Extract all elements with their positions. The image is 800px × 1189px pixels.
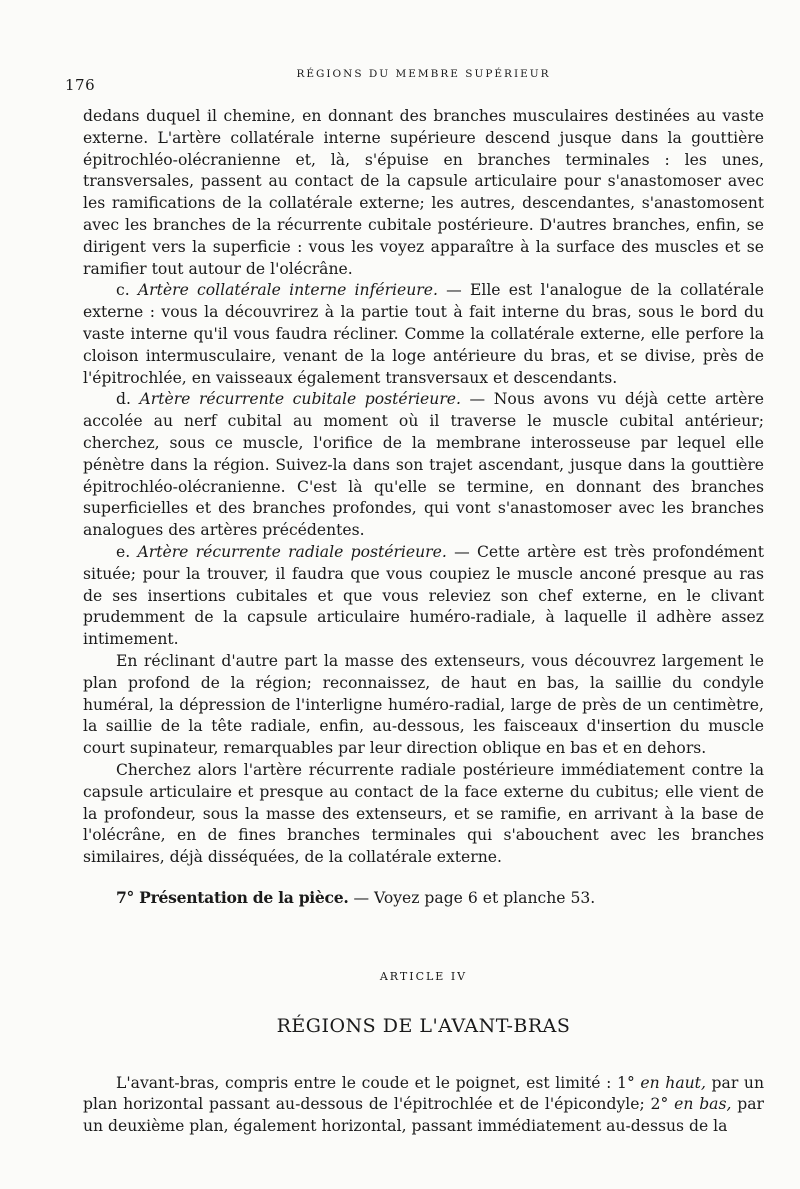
presentation-title: 7° Présentation de la pièce. xyxy=(116,887,349,907)
intro-em-2: en bas, xyxy=(674,1095,732,1114)
subsection-e-text: — Cette artère est très profondément située; pour la trouver, il faudra que vous coupiez le muscle anconé presque au ras de ses insertions cubitales et que vous releviez son chef externe, en le clivant prudemment de la capsule articulaire huméro-radiale, à laquelle il adhère assez intimement. xyxy=(83,542,764,649)
chapter-title: RÉGIONS DE L'AVANT-BRAS xyxy=(276,1014,571,1037)
subsection-e xyxy=(83,542,764,651)
body-text xyxy=(83,106,764,1138)
intro-part-1: L'avant-bras, compris entre le coude et le poignet, est limité : 1° xyxy=(116,1073,641,1092)
subsection-d-title: Artère récurrente cubitale postérieure. xyxy=(139,390,461,409)
paragraph-cherchez: Cherchez alors l'artère récurrente radiale postérieure immédiatement contre la capsule articulaire et presque au contact de la face externe du cubitus; elle vient de la profondeur, sous la masse des extenseurs, et se ramifie, en arrivant à la base de l'olécrâne, en de fines branches terminales qui s'abouchent avec les branches similaires, déjà disséquées, de la collatérale externe. xyxy=(83,760,764,867)
paragraph-reclinant: En réclinant d'autre part la masse des extenseurs, vous découvrez largement le plan profond de la région; reconnaissez, de haut en bas, la saillie du condyle huméral, la dépression de l'interligne huméro-radial, large de près de un centimètre, la saillie de la tête radiale, enfin, au-dessous, les faisceaux d'insertion du muscle court supinateur, remarquables par leur direction oblique en bas et en dehors. xyxy=(83,651,764,758)
intro-part-3: par un deuxième plan, également horizontal, passant immédiatement au-dessus de la xyxy=(83,1095,764,1136)
subsection-e-title: Artère récurrente radiale postérieure. xyxy=(137,542,447,561)
paragraph-continued: dedans duquel il chemine, en donnant des branches musculaires destinées au vaste externe. L'artère collatérale interne supérieure descend jusque dans la gouttière épitrochléo-olécranienne et, là, s'épuise en branches terminales : les unes, transversales, passent au contact de la capsule articulaire pour s'anastomoser avec les ramifications de la collatérale externe; les autres, descendantes, s'anastomosent avec les branches de la récurrente cubitale postérieure. D'autres branches, enfin, se dirigent vers la superficie : vous les voyez apparaître à la surface des muscles et se ramifier tout autour de l'olécrâne. xyxy=(83,107,764,278)
intro-em-1: en haut, xyxy=(640,1073,706,1092)
subsection-c-text: — Elle est l'analogue de la collatérale externe : vous la découvrirez à la partie tout à fait interne du bras, sous le bord du vaste interne qu'il vous faudra récliner. Comme la collatérale externe, elle perfore la cloison intermusculaire, venant de la loge antérieure du bras, et se divise, près de l'épitrochlée, en vaisseaux également transversaux et descendants. xyxy=(83,281,764,387)
running-head: RÉGIONS DU MEMBRE SUPÉRIEUR xyxy=(296,68,551,80)
page-number: 176 xyxy=(65,76,96,94)
presentation-text: — Voyez page 6 et planche 53. xyxy=(348,888,596,907)
subsection-c xyxy=(83,280,764,389)
intro-part-2: par un plan horizontal passant au-dessous de l'épitrochlée et de l'épicondyle; 2° xyxy=(83,1073,765,1114)
presentation-line xyxy=(83,887,764,910)
subsection-c-label: c. xyxy=(116,281,130,300)
page-header xyxy=(65,68,764,94)
intro-paragraph xyxy=(83,1073,764,1138)
subsection-d-label: d. xyxy=(116,390,131,409)
subsection-d-text: — Nous avons vu déjà cette artère accolée au nerf cubital au moment où il traverse le muscle cubital antérieur; cherchez, sous ce muscle, l'orifice de la membrane interosseuse par lequel elle pénètre dans la région. Suivez-la dans son trajet ascendant, jusque dans la gouttière épitrochléo-olécranienne. C'est là qu'elle se termine, en donnant des branches superficielles et des branches profondes, qui vont s'anastomoser avec les branches analogues des artères précédentes. xyxy=(83,390,764,540)
subsection-e-label: e. xyxy=(116,542,131,561)
subsection-d xyxy=(83,389,764,542)
subsection-c-title: Artère collatérale interne inférieure. xyxy=(137,281,438,300)
article-label: ARTICLE IV xyxy=(379,969,468,983)
